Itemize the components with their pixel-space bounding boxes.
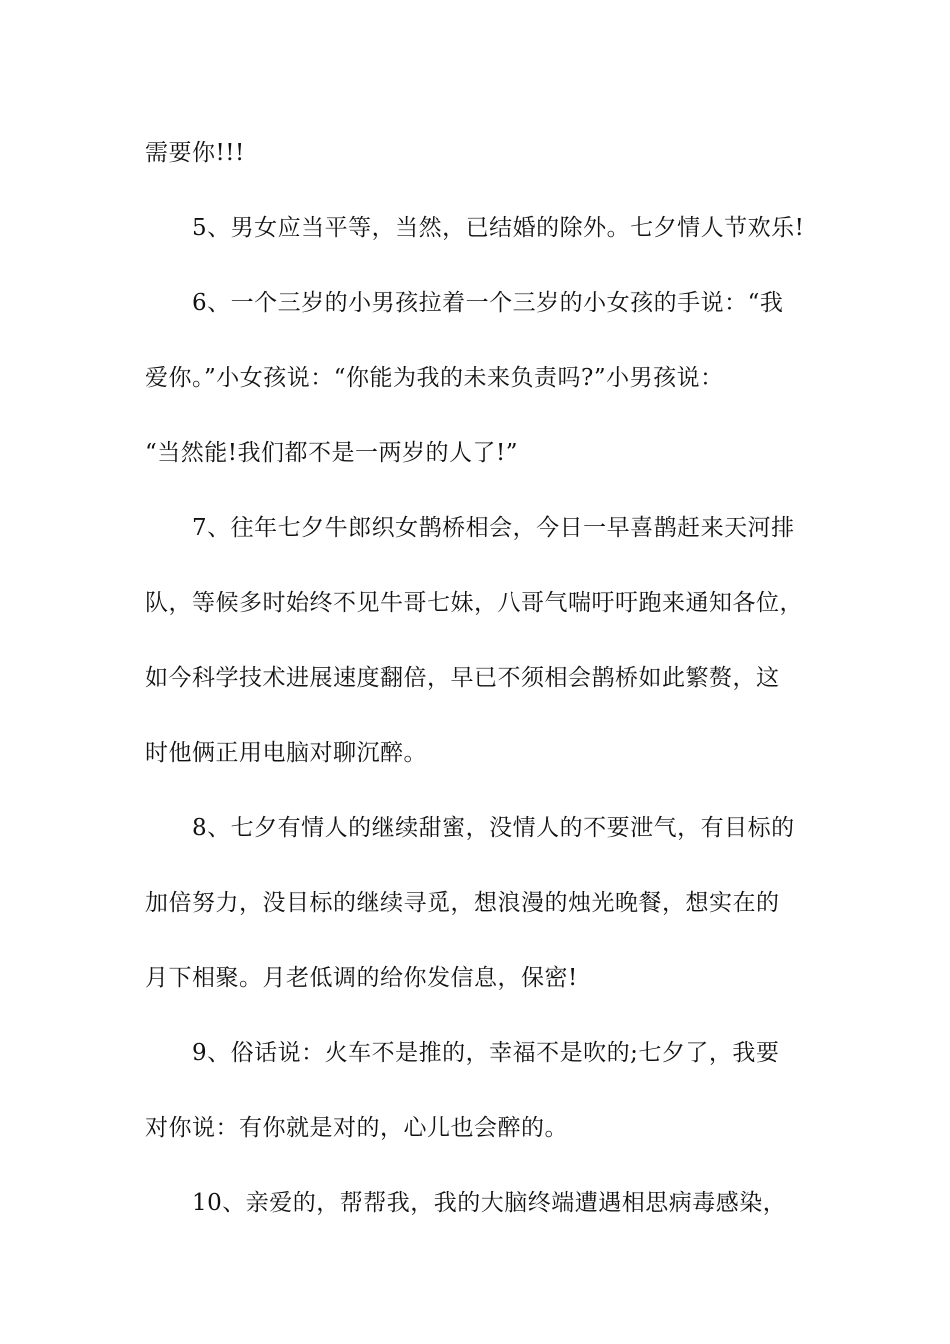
item-7-line-2: 队，等候多时始终不见牛哥七妹，八哥气喘吁吁跑来通知各位， [145, 590, 803, 616]
item-10-line-1: 10、亲爱的，帮帮我，我的大脑终端遭遇相思病毒感染， [192, 1190, 787, 1216]
item-8-line-3: 月下相聚。月老低调的给你发信息，保密! [145, 965, 578, 991]
text-line-continuation: 需要你!!! [145, 140, 245, 166]
item-8-line-1: 8、七夕有情人的继续甜蜜，没情人的不要泄气，有目标的 [192, 815, 795, 841]
item-6-line-3: “当然能!我们都不是一两岁的人了!” [145, 440, 519, 466]
item-6-line-2: 爱你。”小女孩说：“你能为我的未来负责吗?”小男孩说： [145, 365, 724, 391]
item-9-line-2: 对你说：有你就是对的，心儿也会醉的。 [145, 1115, 568, 1141]
item-9-line-1: 9、俗话说：火车不是推的，幸福不是吹的;七夕了，我要 [192, 1040, 780, 1066]
item-8-line-2: 加倍努力，没目标的继续寻觅，想浪漫的烛光晚餐，想实在的 [145, 890, 780, 916]
item-6-line-1: 6、一个三岁的小男孩拉着一个三岁的小女孩的手说：“我 [192, 290, 784, 316]
item-5-line-1: 5、男女应当平等，当然，已结婚的除外。七夕情人节欢乐! [192, 215, 805, 241]
item-7-line-1: 7、往年七夕牛郎织女鹊桥相会，今日一早喜鹊赶来天河排 [192, 515, 795, 541]
item-7-line-3: 如今科学技术进展速度翻倍，早已不须相会鹊桥如此繁赘，这 [145, 665, 780, 691]
item-7-line-4: 时他俩正用电脑对聊沉醉。 [145, 740, 427, 766]
